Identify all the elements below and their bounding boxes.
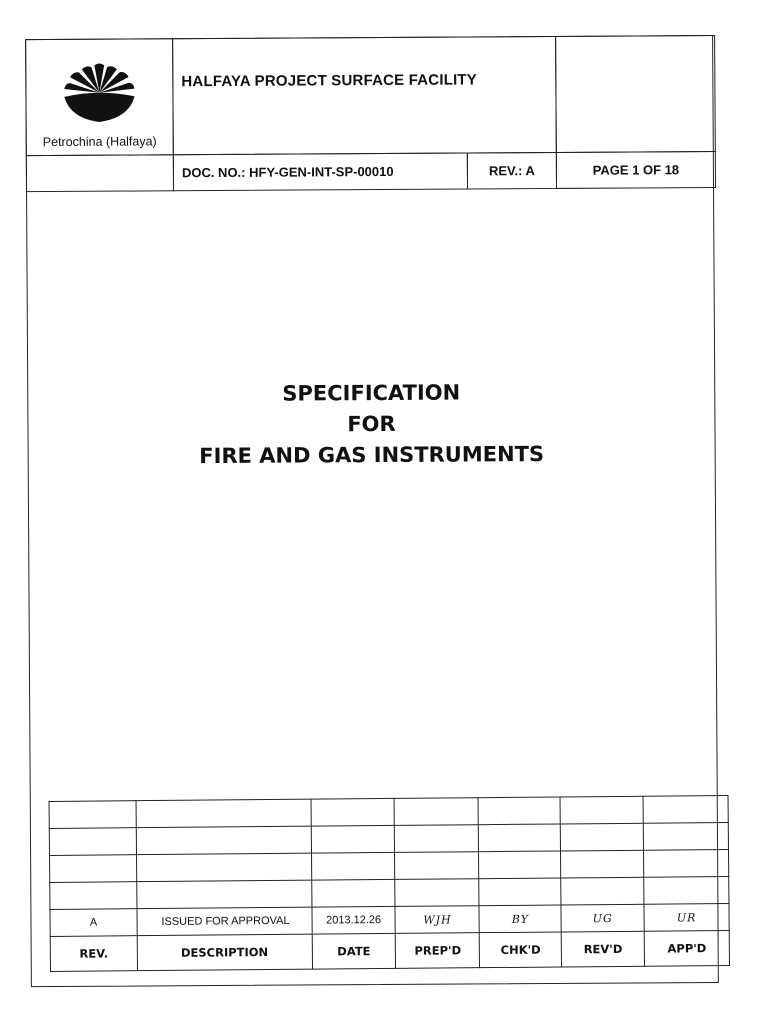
reviewed-signature: UG bbox=[561, 904, 644, 932]
blank-cell-lower bbox=[26, 154, 174, 192]
revision-label: REV.: A bbox=[467, 152, 557, 190]
checked-signature: BY bbox=[479, 905, 561, 933]
prepared-signature: WJH bbox=[395, 906, 479, 934]
rev-cell: A bbox=[50, 909, 137, 937]
revision-table bbox=[49, 795, 730, 972]
petrochina-logo-icon bbox=[60, 58, 138, 124]
prepared-label: PREP'D bbox=[396, 933, 480, 969]
date-cell: 2013.12.26 bbox=[312, 906, 396, 934]
title-line-2: FOR bbox=[347, 411, 396, 437]
approved-label: APP'D bbox=[644, 931, 729, 967]
label-row bbox=[50, 931, 729, 972]
reviewed-label: REV'D bbox=[561, 931, 644, 967]
page-frame bbox=[25, 35, 719, 987]
rev-label: REV. bbox=[50, 936, 137, 972]
description-label: DESCRIPTION bbox=[137, 934, 312, 971]
title-line-3: FIRE AND GAS INSTRUMENTS bbox=[199, 442, 545, 469]
project-title: HALFAYA PROJECT SURFACE FACILITY bbox=[181, 71, 478, 91]
checked-label: CHK'D bbox=[480, 932, 562, 968]
document-title bbox=[28, 376, 715, 473]
title-line-1: SPECIFICATION bbox=[282, 380, 461, 406]
page-number: PAGE 1 OF 18 bbox=[556, 151, 716, 189]
date-label: DATE bbox=[312, 933, 396, 969]
approved-signature: UR bbox=[644, 904, 729, 932]
title-block bbox=[26, 36, 713, 190]
project-title-cell bbox=[172, 36, 557, 155]
blank-cell bbox=[555, 35, 716, 153]
company-name: Petrochina (Halfaya) bbox=[42, 134, 157, 150]
document-number: DOC. NO.: HFY-GEN-INT-SP-00010 bbox=[173, 152, 468, 191]
description-cell: ISSUED FOR APPROVAL bbox=[137, 907, 312, 936]
logo-cell bbox=[25, 38, 174, 156]
